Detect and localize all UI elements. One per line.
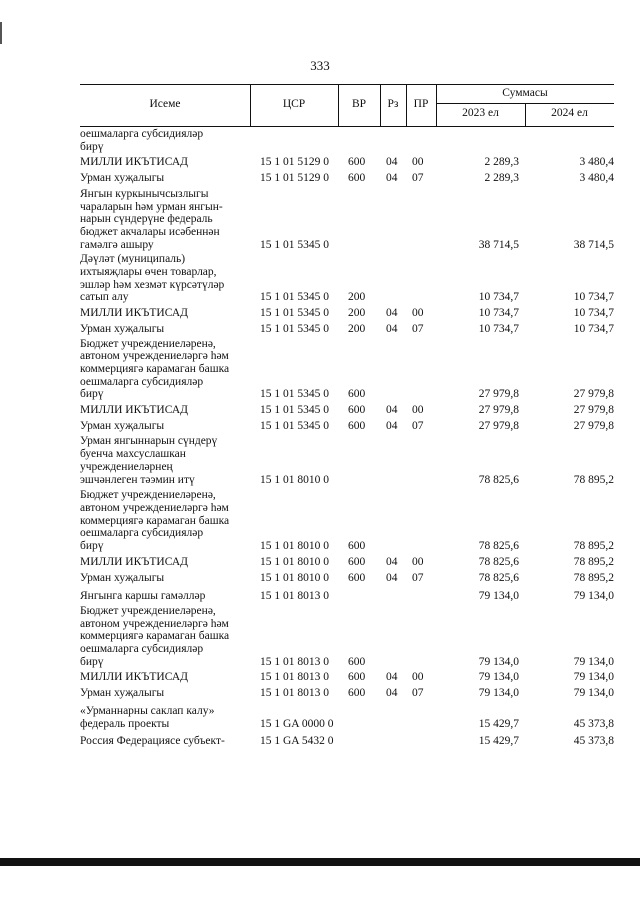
row-name-line: бюджет акчалары исәбеннән (80, 225, 220, 238)
row-name-line: Урман хуҗалыгы (80, 687, 165, 700)
page-number: 333 (310, 58, 330, 73)
row-csr: 15 1 01 5129 0 (260, 156, 329, 169)
row-name (80, 338, 250, 402)
row-sum-2024: 78 895,2 (573, 473, 614, 486)
header-sums: Суммасы (502, 87, 548, 99)
row-pr: 07 (412, 687, 424, 700)
row-name-line: эшчәнлеген тәэмин итү (80, 473, 195, 486)
row-sum-2023: 10 734,7 (478, 307, 519, 320)
row-name (80, 671, 250, 684)
row-csr: 15 1 01 8010 0 (260, 555, 329, 568)
row-csr: 15 1 GA 5432 0 (260, 735, 334, 748)
row-pr: 00 (412, 156, 424, 169)
row-name-line: бирү (80, 388, 104, 401)
row-csr: 15 1 01 8010 0 (260, 540, 329, 553)
row-sum-2024: 38 714,5 (573, 238, 614, 251)
header-csr: ЦСР (282, 98, 306, 110)
row-name-line: МИЛЛИ ИКЪТИСАД (80, 404, 188, 417)
row-rz: 04 (386, 307, 398, 320)
row-name-line: бирү (80, 540, 104, 553)
row-rz: 04 (386, 671, 398, 684)
row-sum-2024: 78 895,2 (573, 571, 614, 584)
row-rz: 04 (386, 322, 398, 335)
table-row (80, 556, 614, 569)
row-name (80, 307, 250, 320)
row-pr: 00 (412, 404, 424, 417)
table-row (80, 489, 614, 553)
scan-bottom-edge (0, 858, 640, 866)
row-name-line: оешмаларга субсидияләр (80, 375, 204, 388)
row-name-line: учреждениеләрнең (80, 460, 173, 473)
row-name (80, 590, 250, 603)
row-sum-2024: 78 895,2 (573, 540, 614, 553)
row-name-line: автоном учреждениеләргә һәм (80, 350, 229, 363)
row-rz: 04 (386, 687, 398, 700)
row-name (80, 435, 250, 486)
table-row (80, 435, 614, 486)
row-name-line: бирү (80, 655, 104, 668)
row-sum-2023: 79 134,0 (478, 687, 519, 700)
row-name-line: автоном учреждениеләргә һәм (80, 617, 229, 630)
header-pr: ПР (413, 98, 429, 110)
row-vr: 600 (348, 655, 366, 668)
table-row (80, 735, 614, 748)
row-csr: 15 1 01 5129 0 (260, 172, 329, 185)
row-vr: 600 (348, 156, 366, 169)
row-csr: 15 1 01 5345 0 (260, 238, 329, 251)
row-sum-2024: 45 373,8 (573, 717, 614, 730)
header-rz: Рз (387, 98, 399, 110)
row-name (80, 420, 250, 433)
row-name-line: бирү (80, 140, 104, 153)
row-csr: 15 1 01 5345 0 (260, 291, 329, 304)
row-pr: 07 (412, 571, 424, 584)
row-sum-2023: 15 429,7 (478, 717, 519, 730)
row-rz: 04 (386, 404, 398, 417)
row-sum-2024: 3 480,4 (579, 172, 614, 185)
row-name-line: Урман янгыннарын сүндерү (80, 435, 218, 448)
row-name (80, 253, 250, 304)
row-sum-2023: 79 134,0 (478, 590, 519, 603)
table-row (80, 671, 614, 684)
row-name (80, 404, 250, 417)
row-name (80, 735, 250, 748)
row-vr: 600 (348, 388, 366, 401)
header-sums-divider (436, 103, 614, 104)
header-year-2023: 2023 ел (462, 107, 499, 119)
row-name-line: гамәлгә ашыру (80, 238, 154, 251)
row-name-line: Дәүләт (муниципаль) (80, 253, 186, 266)
table-body (80, 128, 614, 748)
row-vr: 600 (348, 687, 366, 700)
table-row (80, 572, 614, 585)
budget-table (80, 84, 614, 748)
row-name-line: Урман хуҗалыгы (80, 172, 165, 185)
row-name (80, 705, 250, 730)
row-name-line: автоном учреждениеләргә һәм (80, 501, 229, 514)
row-name-line: ихтыяҗлары өчен товарлар, (80, 266, 217, 279)
row-csr: 15 1 01 5345 0 (260, 388, 329, 401)
row-name-line: коммерциягә карамаган башка (80, 630, 230, 643)
row-sum-2023: 78 825,6 (478, 555, 519, 568)
row-sum-2024: 10 734,7 (573, 322, 614, 335)
row-pr: 00 (412, 671, 424, 684)
row-name-line: МИЛЛИ ИКЪТИСАД (80, 671, 188, 684)
row-sum-2024: 3 480,4 (579, 156, 614, 169)
row-vr: 600 (348, 671, 366, 684)
row-name-line: коммерциягә карамаган башка (80, 514, 230, 527)
row-sum-2024: 10 734,7 (573, 291, 614, 304)
row-rz: 04 (386, 419, 398, 432)
row-name-line: МИЛЛИ ИКЪТИСАД (80, 156, 188, 169)
row-sum-2024: 27 979,8 (573, 404, 614, 417)
header-vr: ВР (351, 98, 367, 110)
row-sum-2024: 79 134,0 (573, 590, 614, 603)
row-pr: 07 (412, 419, 424, 432)
row-vr: 600 (348, 555, 366, 568)
row-name-line: оешмаларга субсидияләр (80, 128, 204, 140)
row-name (80, 605, 250, 669)
row-name (80, 556, 250, 569)
row-csr: 15 1 01 8013 0 (260, 687, 329, 700)
row-name-line: чараларын һәм урман янгын- (80, 200, 223, 213)
row-vr: 200 (348, 322, 366, 335)
row-sum-2023: 10 734,7 (478, 291, 519, 304)
row-sum-2023: 78 825,6 (478, 571, 519, 584)
row-name-line: Бюджет учреждениеләренә, (80, 337, 216, 350)
row-sum-2023: 78 825,6 (478, 473, 519, 486)
row-name-line: Урман хуҗалыгы (80, 419, 165, 432)
row-pr: 00 (412, 307, 424, 320)
row-sum-2023: 27 979,8 (478, 404, 519, 417)
table-row (80, 420, 614, 433)
table-row (80, 590, 614, 603)
row-vr: 600 (348, 419, 366, 432)
row-name-line: Урман хуҗалыгы (80, 571, 165, 584)
table-row (80, 156, 614, 169)
row-vr: 200 (348, 307, 366, 320)
row-vr: 600 (348, 404, 366, 417)
row-name-line: Бюджет учреждениеләренә, (80, 489, 216, 502)
table-header (80, 84, 614, 127)
row-name-line: нарын сүндерүне федераль (80, 213, 213, 226)
table-row (80, 687, 614, 700)
row-vr: 600 (348, 571, 366, 584)
row-name-line: сатып алу (80, 291, 129, 304)
row-csr: 15 1 GA 0000 0 (260, 717, 334, 730)
row-sum-2023: 27 979,8 (478, 388, 519, 401)
row-name-line: «Урманнарны саклап калу» (80, 704, 215, 717)
row-sum-2024: 10 734,7 (573, 307, 614, 320)
row-name-line: Россия Федерациясе субъект- (80, 735, 225, 748)
row-name (80, 172, 250, 185)
row-sum-2024: 27 979,8 (573, 388, 614, 401)
row-sum-2024: 78 895,2 (573, 555, 614, 568)
row-name-line: оешмаларга субсидияләр (80, 643, 204, 656)
row-name-line: эшләр һәм хезмәт күрсәтүләр (80, 278, 225, 291)
table-row (80, 323, 614, 336)
row-sum-2024: 27 979,8 (573, 419, 614, 432)
row-sum-2024: 79 134,0 (573, 671, 614, 684)
row-pr: 00 (412, 555, 424, 568)
row-csr: 15 1 01 5345 0 (260, 419, 329, 432)
table-row (80, 188, 614, 252)
row-name (80, 572, 250, 585)
table-row (80, 404, 614, 417)
row-name-line: МИЛЛИ ИКЪТИСАД (80, 555, 188, 568)
row-name-line: Урман хуҗалыгы (80, 322, 165, 335)
row-csr: 15 1 01 8013 0 (260, 671, 329, 684)
row-sum-2023: 2 289,3 (484, 172, 519, 185)
row-sum-2023: 10 734,7 (478, 322, 519, 335)
row-sum-2024: 79 134,0 (573, 687, 614, 700)
row-sum-2023: 2 289,3 (484, 156, 519, 169)
row-name-line: буенча махсуслашкан (80, 448, 186, 461)
row-name (80, 156, 250, 169)
row-sum-2023: 79 134,0 (478, 671, 519, 684)
header-year-2024: 2024 ел (551, 107, 588, 119)
row-name-line: оешмаларга субсидияләр (80, 527, 204, 540)
table-row (80, 705, 614, 730)
row-sum-2023: 15 429,7 (478, 735, 519, 748)
row-vr: 200 (348, 291, 366, 304)
row-sum-2024: 45 373,8 (573, 735, 614, 748)
row-name-line: Янгынга каршы гамәлләр (80, 590, 206, 603)
row-vr: 600 (348, 172, 366, 185)
table-row (80, 128, 614, 153)
row-name-line: федераль проекты (80, 717, 170, 730)
table-row (80, 172, 614, 185)
row-name-line: коммерциягә карамаган башка (80, 362, 230, 375)
row-vr: 600 (348, 540, 366, 553)
row-csr: 15 1 01 8013 0 (260, 655, 329, 668)
header-name: Исеме (149, 98, 181, 110)
row-name-line: Бюджет учреждениеләренә, (80, 604, 216, 617)
table-row (80, 307, 614, 320)
row-rz: 04 (386, 555, 398, 568)
row-name-line: МИЛЛИ ИКЪТИСАД (80, 307, 188, 320)
row-name (80, 687, 250, 700)
row-csr: 15 1 01 8010 0 (260, 473, 329, 486)
row-pr: 07 (412, 172, 424, 185)
row-name (80, 323, 250, 336)
row-sum-2023: 79 134,0 (478, 655, 519, 668)
row-csr: 15 1 01 5345 0 (260, 307, 329, 320)
row-name (80, 188, 250, 252)
row-csr: 15 1 01 8010 0 (260, 571, 329, 584)
row-rz: 04 (386, 571, 398, 584)
row-sum-2024: 79 134,0 (573, 655, 614, 668)
row-csr: 15 1 01 5345 0 (260, 322, 329, 335)
row-sum-2023: 27 979,8 (478, 419, 519, 432)
row-name (80, 489, 250, 553)
row-rz: 04 (386, 172, 398, 185)
table-row (80, 605, 614, 669)
row-name-line: Янгын куркынычсызлыгы (80, 187, 209, 200)
row-sum-2023: 38 714,5 (478, 238, 519, 251)
row-pr: 07 (412, 322, 424, 335)
table-row (80, 253, 614, 304)
row-csr: 15 1 01 5345 0 (260, 404, 329, 417)
table-row (80, 338, 614, 402)
scan-edge-mark (0, 22, 2, 44)
row-name (80, 128, 250, 153)
row-sum-2023: 78 825,6 (478, 540, 519, 553)
row-csr: 15 1 01 8013 0 (260, 590, 329, 603)
row-rz: 04 (386, 156, 398, 169)
